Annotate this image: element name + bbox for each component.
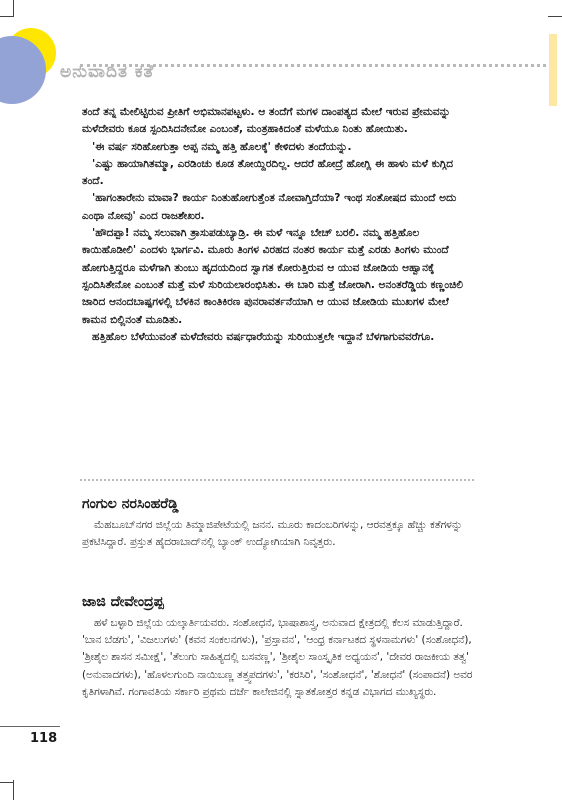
translator-description: ಹಳೆ ಬಳ್ಳಾರಿ ಜಿಲ್ಲೆಯ ಯಲ್ಕಾರ್ತಿಯವರು. ಸಂಶೋಧನೆ, ಭಾಷಾಶಾಸ್ತ್ರ, ಅನುವಾದ ಕ್ಷೇತ್ರದಲ್ಲಿ ಕೆಲಸ ಮಾಡುತ್ತಿದ್ದಾರೆ. 'ಬಾನ ಬೆಡಗು', 'ವಿಜಲುಗಳು' (ಕವನ ಸಂಕಲನಗಳು), 'ಪ್ರಸ್ತಾವನ', 'ಆಂಧ್ರ ಕರ್ನಾಟಕದ ಸ್ಥಳನಾಮಗಳು' (ಸಂಶೋಧನೆ), 'ಶ್ರೀಶೈಲ ಶಾಸನ ಸಮೀಕ್ಷೆ', 'ತೆಲುಗು ಸಾಹಿತ್ಯದಲ್ಲಿ ಬಸವಣ್ಣ', 'ಶ್ರೀಶೈಲ ಸಾಂಸ್ಕೃತಿಕ ಅಧ್ಯಯನ', 'ದೇವರ ರಾಜಕೀಯ ತತ್ವ' (ಅನುವಾದಗಳು), 'ಹೊಳಲಗುಂದಿ ನಾಯಿಬಣ್ಣ ತತ್ತ್ವಪದಗಳು', 'ಕರಸಿರಿ', 'ಸಂಶೋಧನೆ', 'ಶೋಧನೆ' (ಸಂಪಾದನೆ) ಅವರ ಕೃತಿಗಳಾಗಿವೆ. ಗಂಗಾವತಿಯ ಸರ್ಕಾರಿ ಪ್ರಥಮ ದರ್ಜೆ ಕಾಲೇಜಿನಲ್ಲಿ ಸ್ನಾತಕೋತ್ತರ ಕನ್ನಡ ವಿಭಾಗದ ಮುಖ್ಯಸ್ಥರು. bbox=[82, 617, 473, 698]
crop-mark-top-right-h bbox=[548, 16, 562, 17]
crop-mark-top-left-v bbox=[13, 0, 14, 16]
crop-mark-bottom-left-h bbox=[0, 782, 14, 783]
section-dotted-divider bbox=[80, 479, 474, 481]
crop-mark-bottom-left-v bbox=[13, 780, 14, 800]
story-paragraph: 'ಹಾಗಂತಾರೇನು ಮಾವಾ? ಕಾರ್ಯ ನಿಂತುಹೋಗುತ್ತೆಂತ ನೋವಾಗ್ತಿದೆಯಾ? ಇಂಥ ಸಂತೋಷದ ಮುಂದೆ ಅದು ಎಂಥಾ ನೋವು' ಎಂದ ರಾಜಶೇಖರ. bbox=[82, 192, 457, 222]
story-body bbox=[82, 104, 474, 346]
story-paragraph: 'ಈ ವರ್ಷ ಸರಿಹೋಗುತ್ತಾ ಅಪ್ಪ ನಮ್ಮ ಹತ್ತಿ ಹೊಲಕ್ಕೆ' ಕೇಳಿದಳು ತಂದೆಯನ್ನು. bbox=[92, 140, 352, 153]
translator-name: ಜಾಜಿ ದೇವೇಂದ್ರಪ್ಪ bbox=[82, 594, 164, 610]
yellow-side-bar bbox=[549, 34, 557, 106]
author-name: ಗಂಗುಲ ನರಸಿಂಹರೆಡ್ಡಿ bbox=[82, 496, 179, 512]
story-paragraph: 'ಎಷ್ಟು ಹಾಯಾಗಿತಮ್ಮಾ, ಎರಡಿಂಚು ಕೂಡ ತೋಯ್ದಿರದಿಲ್ಲ. ಆದರೆ ಹೋದ್ರೆ ಹೋಗ್ಲಿ ಈ ಹಾಳು ಮಳೆ ಕುಗ್ಗಿದ ತಂದೆ. bbox=[82, 157, 454, 188]
author-description: ಮೆಹಬೂಬ್‌ನಗರ ಜಿಲ್ಲೆಯ ತಿಮ್ಮಾಜಿಪೇಟೆಯಲ್ಲಿ ಜನನ. ಮೂರು ಕಾದಂಬರಿಗಳನ್ನು, ಆರವತ್ತಕ್ಕೂ ಹೆಚ್ಚು ಕತೆಗಳನ್ನು ಪ್ರಕಟಿಸಿದ್ದಾರೆ. ಪ್ರಸ್ತುತ ಹೈದರಾಬಾದ್‌ನಲ್ಲಿ ಬ್ಯಾಂಕ್ ಉದ್ಯೋಗಿಯಾಗಿ ನಿವೃತ್ತರು. bbox=[82, 519, 463, 549]
story-paragraph: 'ಹೌದಪ್ಪಾ! ನಮ್ಮ ಸಲುವಾಗಿ ತ್ರಾಸುಪಡುಬ್ಯಾಡ್ರಿ. ಈ ಮಳೆ ಇನ್ನೂ ಬೇಚ್ ಬರಲಿ. ನಮ್ಮ ಹತ್ತಿಹೊಲ ಕಾಯಿಹೊಡೀಲಿ' ಎಂದಳು ಭಾರ್ಗವಿ. ಮೂರು ತಿಂಗಳ ವಿರಹದ ನಂತರ ಕಾರ್ಯ ಮತ್ತೆ ಎರಡು ತಿಂಗಳು ಮುಂದೆ ಹೋಗುತ್ತಿದ್ದರೂ ಮಳೆಗಾಗಿ ತುಂಬು ಹೃದಯದಿಂದ ಸ್ವಾಗತ ಕೋರುತ್ತಿರುವ ಆ ಯುವ ಜೋಡಿಯ ಆಹ್ವಾನಕ್ಕೆ ಸ್ಪಂದಿಸಿತೇನೋ ಎಂಬಂತೆ ಮತ್ತೆ ಮಳೆ ಸುರಿಯಲಾರಂಭಿಸಿತು. ಈ ಬಾರಿ ಮತ್ತೆ ಜೋರಾಗಿ. ಅನಂತರೆಡ್ಡಿಯ ಕಣ್ಣಂಚಿಲಿ ಜಾರಿದ ಆನಂದಬಾಷ್ಪಗಳಲ್ಲಿ ಬೆಳಕಿನ ಕಾಂತಿಕಿರಣ ಪುನರಾವರ್ತನೆಯಾಗಿ ಆ ಯುವ ಜೋಡಿಯ ಮುಖಗಳ ಮೇಲೆ ಕಾಮನ ಬಿಲ್ಲಿನಂತೆ ಮೂಡಿತು. bbox=[82, 227, 463, 326]
page-number-rule bbox=[0, 726, 60, 727]
author-bio-1 bbox=[82, 496, 474, 551]
author-bio-2 bbox=[82, 594, 474, 701]
section-title: ಅನುವಾದಿತ ಕತೆ bbox=[60, 62, 155, 82]
story-paragraph: ತಂದೆ ತನ್ನ ಮೇಲಿಟ್ಟಿರುವ ಪ್ರೀತಿಗೆ ಅಭಿಮಾನಪಟ್ಟಳು. ಆ ತಂದೆಗೆ ಮಗಳ ದಾಂಪತ್ಯದ ಮೇಲೆ ಇರುವ ಪ್ರೇಮವನ್ನು ಮಳೆದೇವರು ಕೂಡ ಸ್ಪಂದಿಸಿದನೇನೋ ಎಂಬಂತೆ, ಮಂತ್ರಹಾಕಿದಂತೆ ಮಳೆಯೂ ನಿಂತು ಹೋಯಿತು. bbox=[82, 106, 451, 136]
page-number: 118 bbox=[30, 731, 58, 746]
story-paragraph: ಹತ್ತಿಹೊಲ ಬೆಳೆಯುವಂತೆ ಮಳೆದೇವರು ವರ್ಷಧಾರೆಯನ್ನು ಸುರಿಯುತ್ತಲೇ ಇದ್ದಾನೆ ಬೆಳಗಾಗುವವರೆಗೂ. bbox=[92, 330, 435, 343]
crop-mark-top-left-h bbox=[0, 16, 14, 17]
